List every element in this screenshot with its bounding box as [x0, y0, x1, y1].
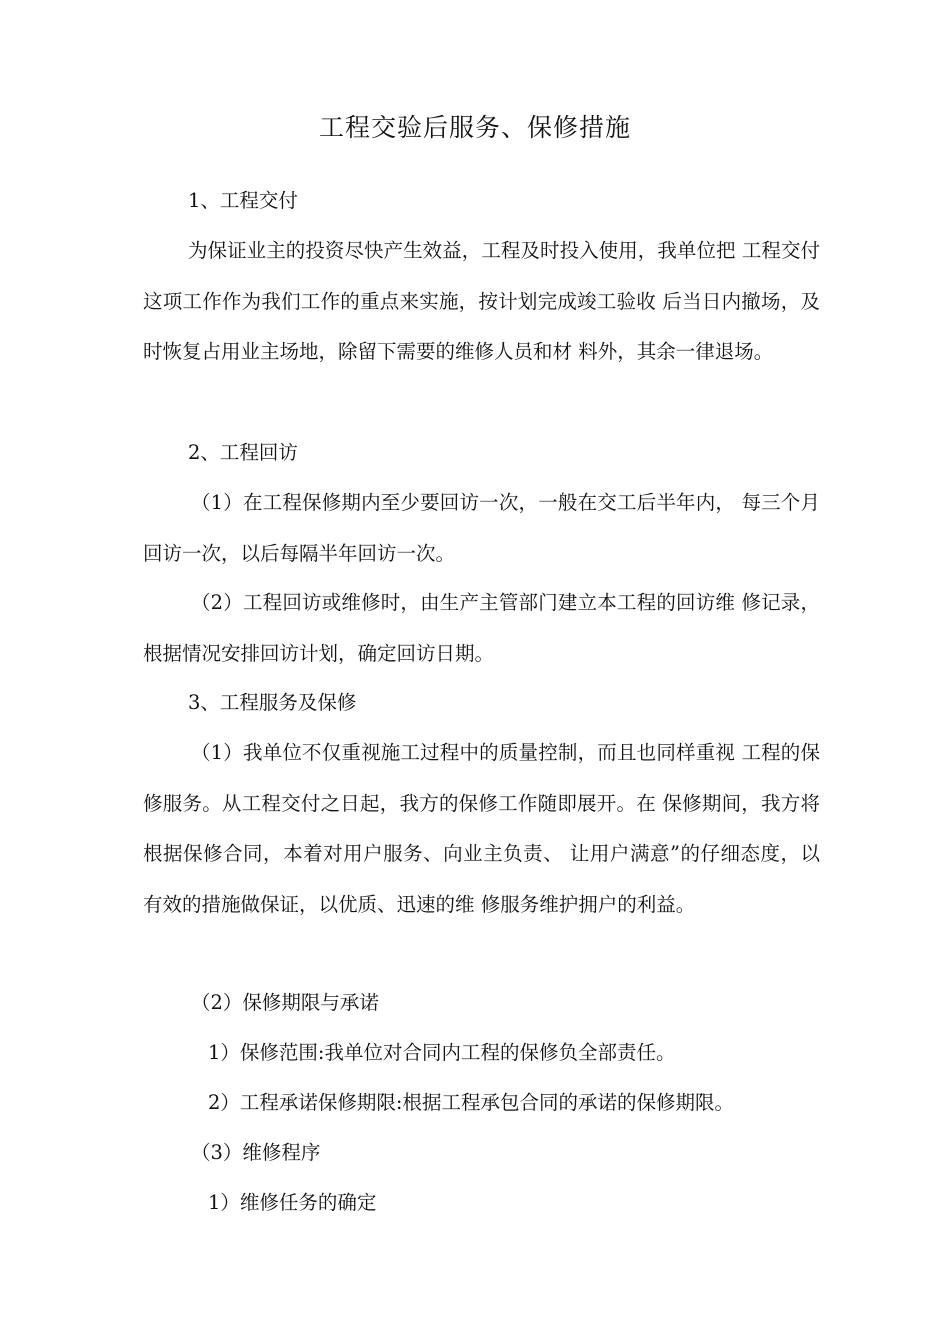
subheading-warranty-term: （2）保修期限与承诺: [191, 991, 379, 1014]
paragraph-revisit-2: （2）工程回访或维修时，由生产主管部门建立本工程的回访维 修记录，根据情况安排回访计划，确定回访日期。: [143, 591, 820, 665]
paragraph-service-warranty: （1）我单位不仅重视施工过程中的质量控制，而且也同样重视 工程的保修服务。从工程交付之日起，我方的保修工作随即展开。在 保修期间，我方将根据保修合同，本着对用户服务、向业主负责、 让用户满意”的仔细态度，以有效的措施做保证，以优质、迅速的维 修服务维护拥户的利益。: [143, 741, 820, 916]
paragraph-delivery: 为保证业主的投资尽快产生效益，工程及时投入使用，我单位把 工程交付这项工作作为我们工作的重点来实施，按计划完成竣工验收 后当日内撤场，及时恢复占用业主场地，除留下需要的维修人员和材 料外，其余一律退场。: [143, 239, 820, 363]
heading-service-warranty: 3、工程服务及保修: [188, 691, 357, 714]
list-item-warranty-scope: 1）保修范围:我单位对合同内工程的保修负全部责任。: [208, 1041, 676, 1064]
paragraph-revisit-1: （1）在工程保修期内至少要回访一次，一般在交工后半年内， 每三个月回访一次，以后每隔半年回访一次。: [143, 491, 820, 565]
subheading-repair-procedure: （3）维修程序: [191, 1141, 321, 1164]
heading-revisit: 2、工程回访: [188, 441, 298, 464]
list-item-warranty-period: 2）工程承诺保修期限:根据工程承包合同的承诺的保修期限。: [208, 1091, 734, 1114]
document-title: 工程交验后服务、保修措施: [318, 113, 631, 142]
heading-delivery: 1、工程交付: [188, 189, 298, 212]
list-item-repair-task: 1）维修任务的确定: [208, 1191, 377, 1214]
